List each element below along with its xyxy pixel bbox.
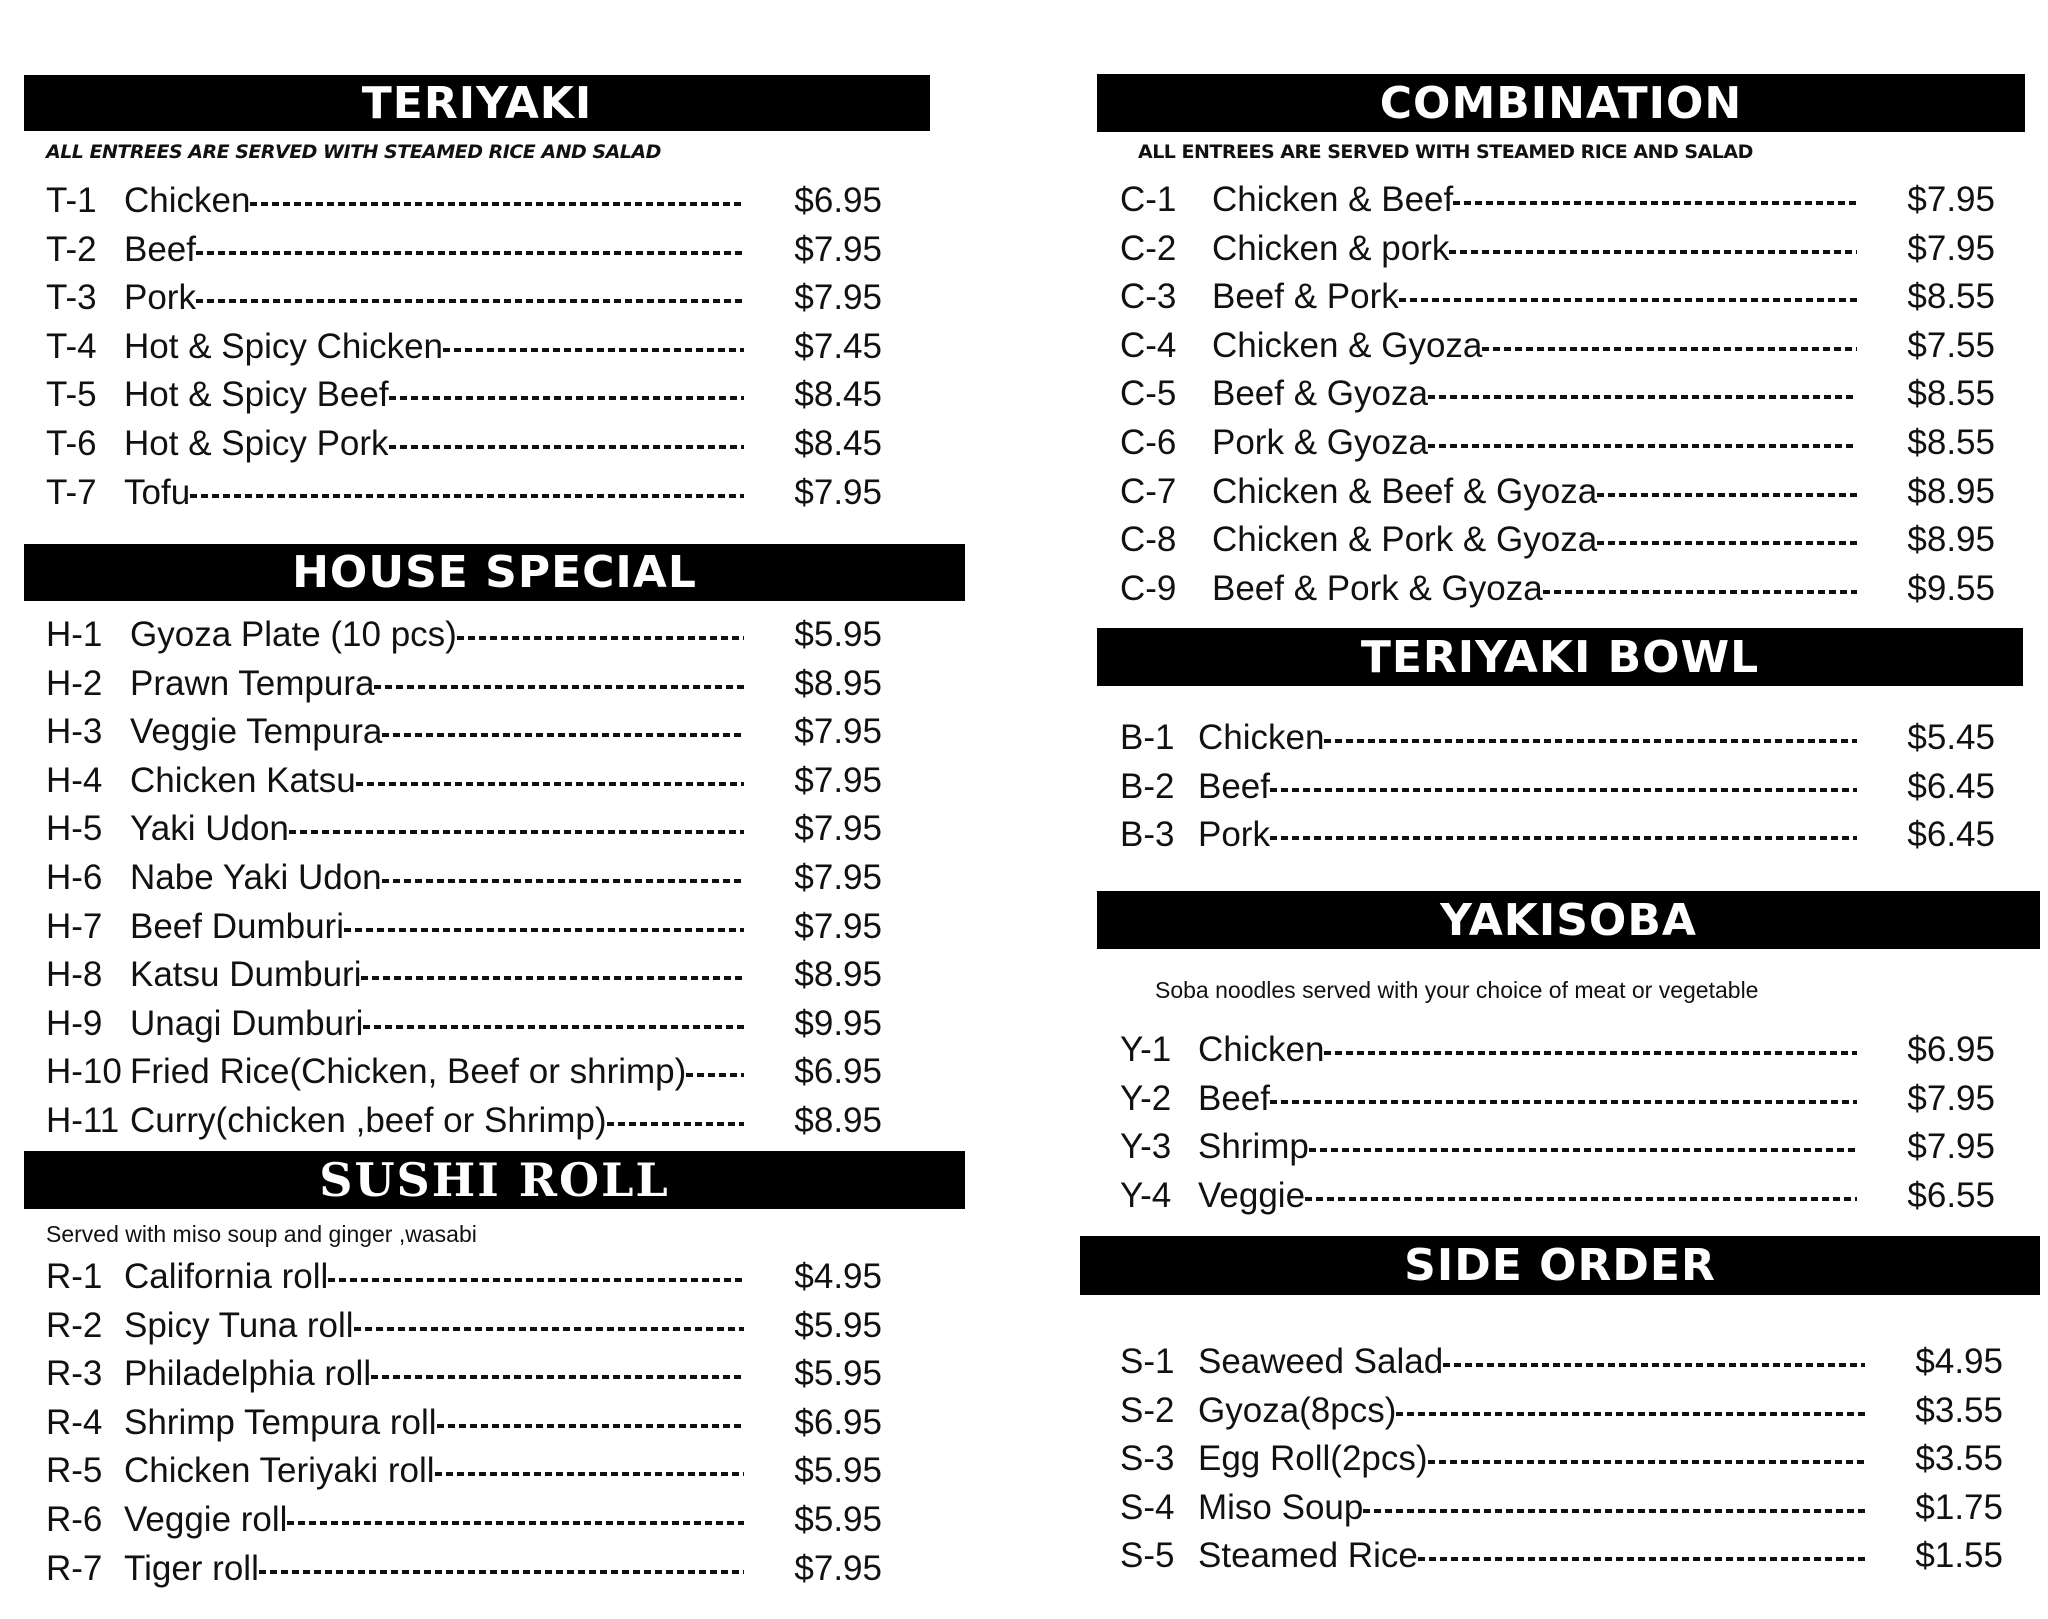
menu-item-row xyxy=(46,951,882,999)
item-price: $7.95 xyxy=(1907,1127,1995,1167)
item-name: California roll xyxy=(124,1257,329,1296)
section-note-combination: ALL ENTREES ARE SERVED WITH STEAMED RICE AND SALAD xyxy=(1138,141,1753,163)
item-price: $6.45 xyxy=(1907,766,1995,806)
item-code: H-9 xyxy=(46,1003,103,1043)
menu-item-row xyxy=(46,660,882,708)
menu-item-row xyxy=(46,274,882,322)
section-header-yakisoba xyxy=(1097,891,2040,949)
dotted-leader xyxy=(289,830,744,834)
section-title: HOUSE SPECIAL xyxy=(292,547,697,598)
dotted-leader xyxy=(686,1073,744,1077)
item-code: H-6 xyxy=(46,858,103,897)
menu-item-row xyxy=(46,1097,882,1145)
menu-item-row xyxy=(46,1302,882,1350)
item-code: H-7 xyxy=(46,906,103,946)
item-code: C-1 xyxy=(1120,180,1177,219)
item-price: $6.95 xyxy=(1907,1030,1995,1069)
item-price: $8.45 xyxy=(794,424,882,463)
item-price: $7.55 xyxy=(1907,325,1995,365)
item-price: $7.95 xyxy=(794,278,882,318)
item-code: R-4 xyxy=(46,1402,103,1442)
item-code: S-1 xyxy=(1120,1342,1175,1381)
menu-item-row xyxy=(46,1447,882,1495)
menu-item-row xyxy=(46,1350,882,1398)
menu-item-row xyxy=(1120,1172,1995,1220)
menu-item-row xyxy=(1120,516,1995,564)
item-code: S-5 xyxy=(1120,1536,1175,1576)
item-name: Miso Soup xyxy=(1198,1487,1364,1527)
item-code: C-7 xyxy=(1120,471,1177,511)
dotted-leader xyxy=(382,733,744,737)
menu-item-row xyxy=(1120,1532,2003,1580)
item-price: $9.95 xyxy=(794,1003,882,1043)
item-price: $7.45 xyxy=(794,326,882,366)
item-code: Y-2 xyxy=(1120,1078,1172,1118)
item-price: $6.95 xyxy=(794,181,882,220)
item-name: Prawn Tempura xyxy=(130,663,375,703)
item-price: $7.95 xyxy=(794,858,882,897)
item-price: $8.95 xyxy=(1907,471,1995,511)
dotted-leader xyxy=(1363,1509,1865,1513)
item-name: Gyoza(8pcs) xyxy=(1198,1390,1397,1430)
item-name: Chicken xyxy=(1198,718,1325,757)
item-name: Hot & Spicy Chicken xyxy=(124,326,444,366)
item-price: $8.45 xyxy=(794,375,882,415)
item-price: $8.95 xyxy=(794,663,882,703)
item-code: T-2 xyxy=(46,229,97,269)
menu-item-row xyxy=(46,1253,882,1301)
item-code: S-2 xyxy=(1120,1390,1175,1430)
item-name: Gyoza Plate (10 pcs) xyxy=(130,615,457,654)
item-name: Beef Dumburi xyxy=(130,906,344,946)
menu-item-row xyxy=(46,805,882,853)
menu-item-row xyxy=(1120,419,1995,467)
dotted-leader xyxy=(435,1472,744,1476)
item-name: Beef & Pork & Gyoza xyxy=(1212,568,1543,608)
section-header-teriyaki xyxy=(24,75,930,131)
item-price: $9.55 xyxy=(1907,568,1995,608)
dotted-leader xyxy=(389,396,744,400)
item-code: Y-1 xyxy=(1120,1030,1172,1069)
section-note-sushi-roll: Served with miso soup and ginger ,wasabi xyxy=(46,1221,477,1247)
item-name: Nabe Yaki Udon xyxy=(130,858,382,897)
menu-item-row xyxy=(46,1545,882,1593)
item-code: H-11 xyxy=(46,1101,120,1140)
menu-item-row xyxy=(1120,714,1995,762)
item-code: Y-3 xyxy=(1120,1127,1172,1167)
item-price: $8.55 xyxy=(1907,423,1995,462)
item-name: Chicken & pork xyxy=(1212,228,1450,268)
item-name: Tiger roll xyxy=(124,1548,259,1588)
item-price: $4.95 xyxy=(1915,1342,2003,1381)
item-name: Chicken xyxy=(1198,1030,1325,1069)
item-name: Beef xyxy=(124,229,196,269)
item-code: T-6 xyxy=(46,424,97,463)
item-price: $7.95 xyxy=(794,809,882,849)
menu-item-row xyxy=(1120,468,1995,516)
dotted-leader xyxy=(389,445,744,449)
item-price: $5.95 xyxy=(794,1500,882,1539)
item-price: $7.95 xyxy=(1907,180,1995,219)
item-price: $8.55 xyxy=(1907,277,1995,317)
section-header-sushi-roll xyxy=(24,1151,965,1209)
item-name: Philadelphia roll xyxy=(124,1354,372,1394)
item-price: $1.55 xyxy=(1915,1536,2003,1576)
dotted-leader xyxy=(1597,541,1857,545)
menu-item-row xyxy=(46,469,882,517)
item-name: Chicken & Beef & Gyoza xyxy=(1212,471,1598,511)
dotted-leader xyxy=(1597,493,1857,497)
menu-item-row xyxy=(46,371,882,419)
menu-item-row xyxy=(1120,1338,2003,1386)
item-code: T-1 xyxy=(46,181,97,220)
menu-item-row xyxy=(1120,565,1995,613)
item-name: Veggie xyxy=(1198,1175,1306,1215)
item-name: Chicken Teriyaki roll xyxy=(124,1451,435,1491)
item-name: Chicken Katsu xyxy=(130,760,356,800)
menu-item-row xyxy=(1120,1075,1995,1123)
dotted-leader xyxy=(1324,739,1857,743)
dotted-leader xyxy=(196,251,744,255)
section-header-side-order xyxy=(1080,1236,2040,1295)
item-name: Steamed Rice xyxy=(1198,1536,1418,1576)
menu-item-row xyxy=(1120,763,1995,811)
item-name: Unagi Dumburi xyxy=(130,1003,364,1043)
dotted-leader xyxy=(1449,250,1857,254)
dotted-leader xyxy=(437,1424,744,1428)
dotted-leader xyxy=(382,879,744,883)
menu-item-row xyxy=(1120,370,1995,418)
item-price: $5.95 xyxy=(794,1451,882,1491)
item-code: T-4 xyxy=(46,326,97,366)
section-header-teriyaki-bowl xyxy=(1097,628,2023,686)
item-code: T-3 xyxy=(46,278,97,318)
dotted-leader xyxy=(1418,1557,1865,1561)
dotted-leader xyxy=(607,1122,744,1126)
item-name: Beef xyxy=(1198,1078,1270,1118)
item-price: $5.95 xyxy=(794,1305,882,1345)
item-name: Chicken & Gyoza xyxy=(1212,325,1483,365)
item-code: T-5 xyxy=(46,375,97,415)
item-code: R-2 xyxy=(46,1305,103,1345)
item-code: H-8 xyxy=(46,955,103,995)
dotted-leader xyxy=(1305,1197,1857,1201)
section-title: TERIYAKI BOWL xyxy=(1360,631,1760,683)
item-code: H-1 xyxy=(46,615,103,654)
item-code: S-3 xyxy=(1120,1439,1175,1479)
item-code: H-2 xyxy=(46,663,103,703)
menu-item-row xyxy=(46,757,882,805)
item-name: Beef xyxy=(1198,766,1270,806)
item-code: B-1 xyxy=(1120,718,1175,757)
dotted-leader xyxy=(374,685,744,689)
item-name: Beef & Pork xyxy=(1212,277,1399,317)
item-name: Chicken & Beef xyxy=(1212,180,1454,219)
section-title: SUSHI ROLL xyxy=(319,1153,670,1207)
menu-item-row xyxy=(1120,273,1995,321)
section-title: TERIYAKI xyxy=(361,77,593,129)
section-note-teriyaki: ALL ENTREES ARE SERVED WITH STEAMED RICE AND SALAD xyxy=(46,141,661,163)
menu-item-row xyxy=(46,323,882,371)
item-code: Y-4 xyxy=(1120,1175,1172,1215)
item-code: C-8 xyxy=(1120,520,1177,560)
dotted-leader xyxy=(363,1025,744,1029)
dotted-leader xyxy=(344,928,744,932)
item-code: C-9 xyxy=(1120,568,1177,608)
item-code: R-6 xyxy=(46,1500,103,1539)
dotted-leader xyxy=(1428,1460,1865,1464)
menu-item-row xyxy=(46,854,882,902)
section-note-yakisoba: Soba noodles served with your choice of meat or vegetable xyxy=(1155,977,1759,1003)
dotted-leader xyxy=(1309,1148,1857,1152)
dotted-leader xyxy=(371,1375,744,1379)
item-price: $7.95 xyxy=(794,906,882,946)
item-name: Egg Roll(2pcs) xyxy=(1198,1439,1428,1479)
item-code: H-3 xyxy=(46,712,103,752)
section-header-combination xyxy=(1097,74,2025,132)
item-name: Spicy Tuna roll xyxy=(124,1305,354,1345)
item-name: Beef & Gyoza xyxy=(1212,374,1428,414)
item-name: Hot & Spicy Beef xyxy=(124,375,389,415)
dotted-leader xyxy=(328,1278,744,1282)
item-name: Pork xyxy=(1198,815,1270,855)
menu-item-row xyxy=(1120,176,1995,224)
dotted-leader xyxy=(443,348,744,352)
dotted-leader xyxy=(287,1521,744,1525)
menu-item-row xyxy=(1120,1026,1995,1074)
section-title: SIDE ORDER xyxy=(1404,1240,1716,1291)
menu-item-row xyxy=(1120,811,1995,859)
item-code: R-1 xyxy=(46,1257,103,1296)
dotted-leader xyxy=(356,782,744,786)
menu-item-row xyxy=(46,226,882,274)
item-name: Pork & Gyoza xyxy=(1212,423,1428,462)
item-code: R-7 xyxy=(46,1548,103,1588)
item-name: Veggie Tempura xyxy=(130,712,383,752)
item-price: $7.95 xyxy=(1907,1078,1995,1118)
menu-item-row xyxy=(46,1399,882,1447)
item-price: $6.55 xyxy=(1907,1175,1995,1215)
section-title: COMBINATION xyxy=(1379,77,1743,129)
item-price: $3.55 xyxy=(1915,1390,2003,1430)
item-price: $7.95 xyxy=(794,1548,882,1588)
item-code: C-6 xyxy=(1120,423,1177,462)
item-price: $8.95 xyxy=(794,1101,882,1140)
dotted-leader xyxy=(190,494,744,498)
dotted-leader xyxy=(1270,1100,1857,1104)
menu-item-row xyxy=(46,1496,882,1544)
item-price: $8.95 xyxy=(794,955,882,995)
item-name: Pork xyxy=(124,278,196,318)
item-name: Chicken & Pork & Gyoza xyxy=(1212,520,1598,560)
item-code: H-10 xyxy=(46,1052,122,1092)
item-code: B-2 xyxy=(1120,766,1175,806)
dotted-leader xyxy=(1543,590,1857,594)
item-price: $7.95 xyxy=(1907,228,1995,268)
dotted-leader xyxy=(250,202,744,206)
item-price: $8.95 xyxy=(1907,520,1995,560)
item-name: Yaki Udon xyxy=(130,809,289,849)
item-code: B-3 xyxy=(1120,815,1175,855)
item-price: $7.95 xyxy=(794,229,882,269)
item-price: $5.95 xyxy=(794,1354,882,1394)
item-code: S-4 xyxy=(1120,1487,1175,1527)
item-code: T-7 xyxy=(46,472,97,512)
menu-item-row xyxy=(46,903,882,951)
item-code: C-2 xyxy=(1120,228,1177,268)
dotted-leader xyxy=(1396,1412,1865,1416)
item-name: Fried Rice(Chicken, Beef or shrimp) xyxy=(130,1052,687,1092)
menu-item-row xyxy=(46,1048,882,1096)
item-name: Tofu xyxy=(124,472,191,512)
menu-item-row xyxy=(1120,1123,1995,1171)
item-price: $7.95 xyxy=(794,712,882,752)
item-price: $3.55 xyxy=(1915,1439,2003,1479)
menu-item-row xyxy=(46,1000,882,1048)
dotted-leader xyxy=(1428,444,1857,448)
item-price: $6.95 xyxy=(794,1052,882,1092)
menu-item-row xyxy=(46,420,882,468)
menu-item-row xyxy=(1120,1435,2003,1483)
item-price: $8.55 xyxy=(1907,374,1995,414)
dotted-leader xyxy=(1453,201,1857,205)
item-price: $1.75 xyxy=(1915,1487,2003,1527)
section-title: YAKISOBA xyxy=(1440,894,1697,946)
item-code: C-4 xyxy=(1120,325,1177,365)
dotted-leader xyxy=(354,1327,744,1331)
item-code: H-5 xyxy=(46,809,103,849)
item-code: R-5 xyxy=(46,1451,103,1491)
menu-item-row xyxy=(1120,1387,2003,1435)
dotted-leader xyxy=(1270,836,1857,840)
item-price: $5.45 xyxy=(1907,718,1995,757)
menu-item-row xyxy=(46,708,882,756)
item-code: C-5 xyxy=(1120,374,1177,414)
dotted-leader xyxy=(196,299,744,303)
item-name: Chicken xyxy=(124,181,251,220)
menu-item-row xyxy=(1120,225,1995,273)
menu-item-row xyxy=(1120,322,1995,370)
dotted-leader xyxy=(1270,788,1857,792)
dotted-leader xyxy=(1399,298,1857,302)
item-name: Shrimp xyxy=(1198,1127,1309,1167)
item-price: $7.95 xyxy=(794,760,882,800)
menu-item-row xyxy=(1120,1484,2003,1532)
section-header-house-special xyxy=(24,544,965,601)
item-name: Curry(chicken ,beef or Shrimp) xyxy=(130,1101,607,1140)
item-name: Seaweed Salad xyxy=(1198,1342,1444,1381)
dotted-leader xyxy=(1428,395,1857,399)
item-code: R-3 xyxy=(46,1354,103,1394)
dotted-leader xyxy=(1482,347,1857,351)
dotted-leader xyxy=(1443,1363,1865,1367)
item-name: Katsu Dumburi xyxy=(130,955,362,995)
item-name: Shrimp Tempura roll xyxy=(124,1402,437,1442)
dotted-leader xyxy=(259,1570,744,1574)
menu-item-row xyxy=(46,177,882,225)
item-price: $4.95 xyxy=(794,1257,882,1296)
item-name: Veggie roll xyxy=(124,1500,288,1539)
item-code: H-4 xyxy=(46,760,103,800)
dotted-leader xyxy=(361,976,744,980)
item-price: $7.95 xyxy=(794,472,882,512)
item-code: C-3 xyxy=(1120,277,1177,317)
item-price: $5.95 xyxy=(794,615,882,654)
item-price: $6.45 xyxy=(1907,815,1995,855)
dotted-leader xyxy=(1324,1051,1857,1055)
menu-item-row xyxy=(46,611,882,659)
item-price: $6.95 xyxy=(794,1402,882,1442)
item-name: Hot & Spicy Pork xyxy=(124,424,389,463)
dotted-leader xyxy=(457,636,744,640)
